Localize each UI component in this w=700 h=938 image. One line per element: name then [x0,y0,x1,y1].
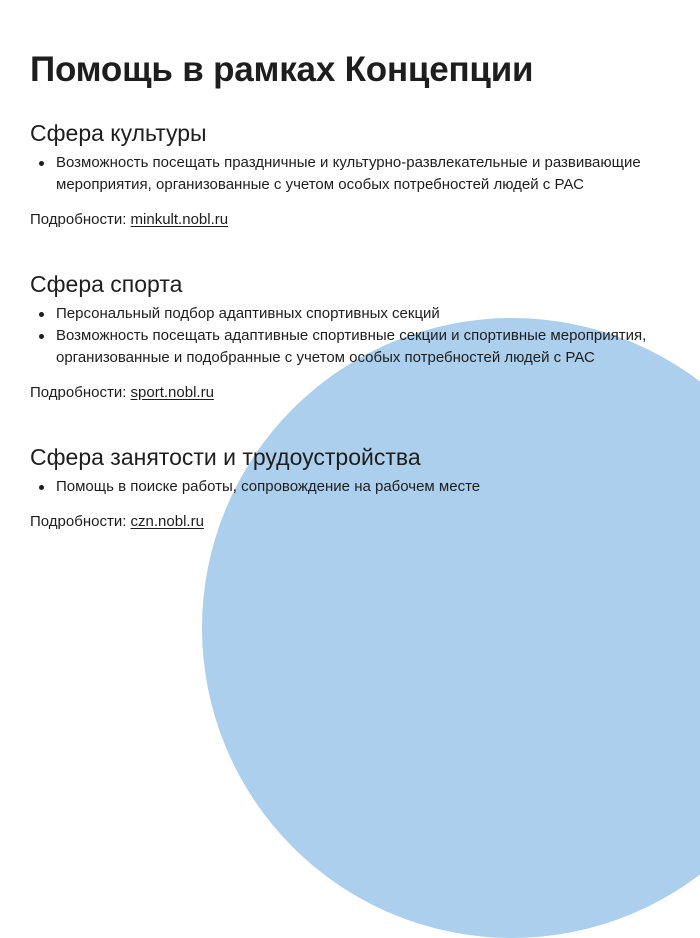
list-item [30,325,656,369]
section-heading: Сфера занятости и трудоустройства [30,444,421,470]
details-label: Подробности: [30,211,131,228]
list-item-text: Возможность посещать адаптивные спортивные секции и спортивные мероприятия, организованные и подобранные с учетом особых потребностей людей с РАС [56,327,647,366]
details-link-czn[interactable]: czn.nobl.ru [130,513,204,530]
details-label: Подробности: [30,384,131,401]
details-label: Подробности: [30,513,131,530]
bullet-icon [39,334,44,339]
bullet-list [30,152,670,196]
bullet-icon [39,312,44,317]
section-employment [30,442,670,533]
list-item-text: Помощь в поиске работы, сопровождение на рабочем месте [56,478,481,495]
section-heading: Сфера культуры [30,120,207,146]
bullet-list [30,476,670,498]
bullet-icon [39,161,44,166]
section-sport [30,269,670,404]
details-link-minkult[interactable]: minkult.nobl.ru [130,211,229,228]
details-line [30,382,670,404]
bullet-icon [39,485,44,490]
details-line [30,511,670,533]
section-heading: Сфера спорта [30,271,183,297]
list-item [30,476,656,498]
list-item-text: Персональный подбор адаптивных спортивных секций [56,305,440,322]
list-item-text: Возможность посещать праздничные и культурно-развлекательные и развивающие мероприятия, организованные с учетом особых потребностей людей с РАС [56,154,641,193]
list-item [30,152,656,196]
details-link-sport[interactable]: sport.nobl.ru [130,384,214,401]
page-title: Помощь в рамках Концепции [30,50,534,89]
decorative-circle [202,318,700,938]
bullet-list [30,303,670,369]
list-item [30,303,656,325]
section-culture [30,118,670,231]
details-line [30,209,670,231]
